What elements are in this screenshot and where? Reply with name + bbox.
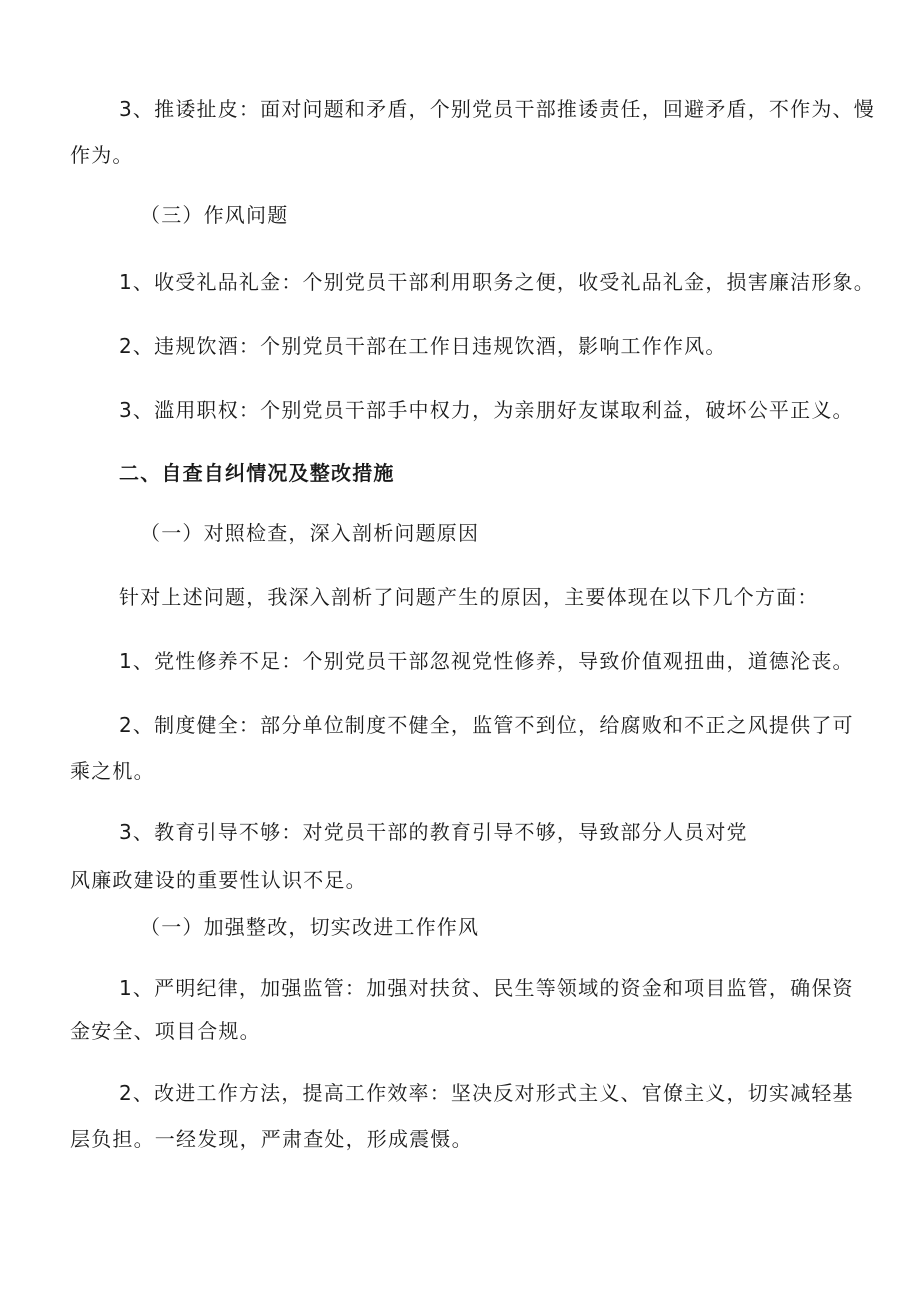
paragraph-line: 针对上述问题，我深入剖析了问题产生的原因，主要体现在以下几个方面： bbox=[119, 585, 819, 609]
paragraph-line: 乘之机。 bbox=[70, 759, 155, 783]
paragraph-line: 作为。 bbox=[70, 143, 134, 167]
section-heading: （三）作风问题 bbox=[140, 203, 289, 227]
section-heading: （一）加强整改，切实改进工作作风 bbox=[140, 915, 480, 939]
paragraph-line: 1、收受礼品礼金：个别党员干部利用职务之便，收受礼品礼金，损害廉洁形象。 bbox=[119, 270, 875, 294]
section-heading: （一）对照检查，深入剖析问题原因 bbox=[140, 521, 480, 545]
paragraph-line: 3、滥用职权：个别党员干部手中权力，为亲朋好友谋取利益，破坏公平正义。 bbox=[119, 398, 854, 422]
paragraph-line: 2、改进工作方法，提高工作效率：坚决反对形式主义、官僚主义，切实减轻基 bbox=[119, 1081, 854, 1105]
paragraph-line: 1、严明纪律，加强监管：加强对扶贫、民生等领域的资金和项目监管，确保资 bbox=[119, 976, 854, 1000]
paragraph-line: 1、党性修养不足：个别党员干部忽视党性修养，导致价值观扭曲，道德沦丧。 bbox=[119, 649, 854, 673]
paragraph-line: 3、推诿扯皮：面对问题和矛盾，个别党员干部推诿责任，回避矛盾，不作为、慢 bbox=[119, 97, 875, 121]
paragraph-line: 2、违规饮酒：个别党员干部在工作日违规饮酒，影响工作作风。 bbox=[119, 334, 727, 358]
paragraph-line: 层负担。一经发现，严肃查处，形成震慑。 bbox=[70, 1127, 473, 1151]
paragraph-line: 3、教育引导不够：对党员干部的教育引导不够，导致部分人员对党 bbox=[119, 820, 748, 844]
chapter-heading: 二、自查自纠情况及整改措施 bbox=[119, 461, 395, 485]
paragraph-line: 金安全、项目合规。 bbox=[70, 1019, 261, 1043]
paragraph-line: 风廉政建设的重要性认识不足。 bbox=[70, 868, 367, 892]
paragraph-line: 2、制度健全：部分单位制度不健全，监管不到位，给腐败和不正之风提供了可 bbox=[119, 713, 854, 737]
